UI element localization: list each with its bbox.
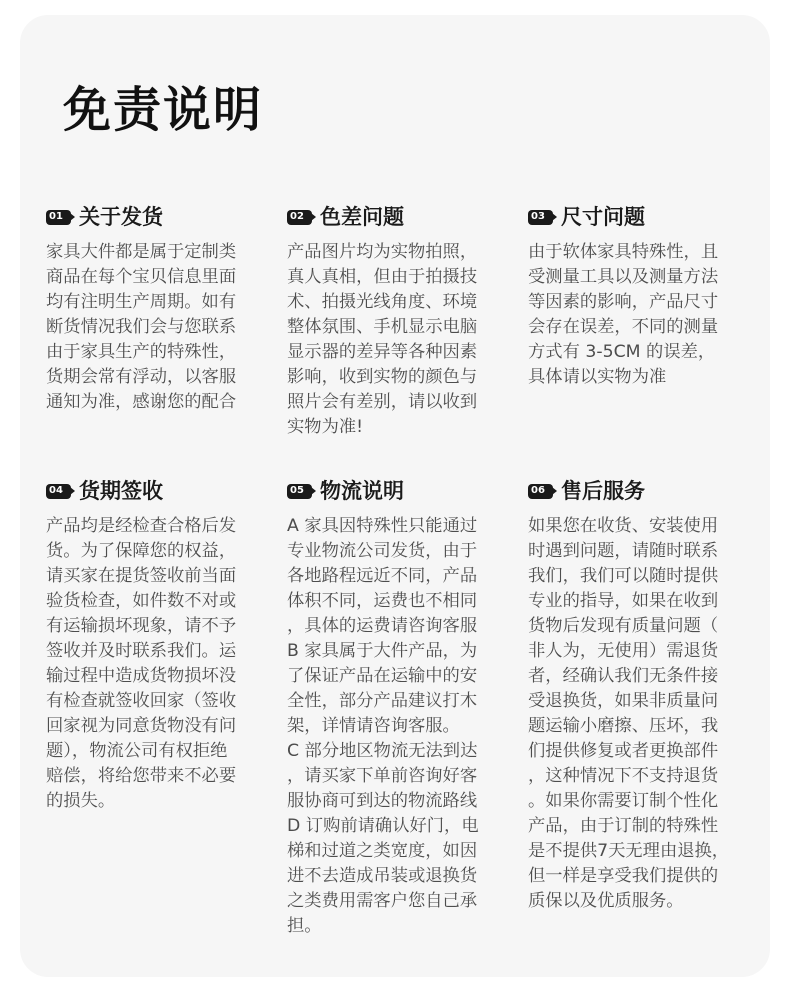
section-number: 02 (290, 211, 304, 222)
section-logistics (287, 476, 512, 939)
section-body: A 家具因特殊性只能通过 专业物流公司发货，由于 各地路程远近不同，产品 体积不同，运费也不相同 ，具体的运费请咨询客服 B 家具属于大件产品，为 了保证产品在运输中的安 全性，部分产品建议打木 架，详情请咨询客服。 C 部分地区物流无法到达 ，请买家下单前咨询好客 服协商可到达的物流路线 D 订购前请确认好门，电 梯和过道之类宽度，如因 进不去造成吊装或退换货 之类费用需客户您自己承 担。 (287, 516, 479, 936)
section-body: 家具大件都是属于定制类 商品在每个宝贝信息里面 均有注明生产周期。如有 断货情况我们会与您联系 由于家具生产的特殊性， 货期会常有浮动，以客服 通知为准，感谢您的配合 (46, 242, 237, 412)
section-body: 产品均是经检查合格后发 货。为了保障您的权益， 请买家在提货签收前当面 验货检查，如件数不对或 有运输损坏现象，请不予 签收并及时联系我们。运 输过程中造成货物损坏没 有检查就签收回家（签收 回家视为同意货物没有问 题），物流公司有权拒绝 赔偿，将给您带来不必要 的损失。 (46, 516, 237, 811)
section-header (528, 476, 753, 506)
section-body: 如果您在收货、安装使用 时遇到问题，请随时联系 我们，我们可以随时提供 专业的指导，如果在收到 货物后发现有质量问题（ 非人为，无使用）需退货 者，经确认我们无条件接 受退换货，如果非质量问 题运输小磨擦、压坏，我 们提供修复或者更换部件 ，这种情况下不支持退货 。如果你需要订制个性化 产品，由于订制的特殊性 是不提供7天无理由退换， 但一样是享受我们提供的 质保以及优质服务。 (528, 516, 730, 911)
section-shipping (46, 202, 271, 415)
section-delivery-receipt (46, 476, 271, 814)
number-badge-icon (528, 210, 553, 225)
section-number: 04 (49, 485, 63, 496)
section-title: 色差问题 (320, 205, 404, 229)
section-after-sales (528, 476, 753, 914)
section-title: 售后服务 (561, 479, 645, 503)
number-badge-icon (287, 210, 312, 225)
section-header (287, 476, 512, 506)
section-color-difference (287, 202, 512, 440)
number-badge-icon (46, 484, 71, 499)
section-body: 由于软体家具特殊性，且 受测量工具以及测量方法 等因素的影响，产品尺寸 会存在误差，不同的测量 方式有 3-5CM 的误差， 具体请以实物为准 (528, 242, 719, 387)
section-header (46, 202, 271, 232)
section-title: 物流说明 (320, 479, 404, 503)
number-badge-icon (287, 484, 312, 499)
number-badge-icon (528, 484, 553, 499)
section-number: 03 (531, 211, 545, 222)
section-number: 05 (290, 485, 304, 496)
section-title: 尺寸问题 (561, 205, 645, 229)
section-header (46, 476, 271, 506)
section-number: 06 (531, 485, 545, 496)
section-size (528, 202, 753, 390)
section-body: 产品图片均为实物拍照， 真人真相，但由于拍摄技 术、拍摄光线角度、环境 整体氛围、手机显示电脑 显示器的差异等各种因素 影响，收到实物的颜色与 照片会有差别，请以收到 实物为准! (287, 242, 478, 437)
section-number: 01 (49, 211, 63, 222)
section-header (528, 202, 753, 232)
number-badge-icon (46, 210, 71, 225)
section-title: 关于发货 (79, 205, 163, 229)
section-title: 货期签收 (79, 479, 163, 503)
section-header (287, 202, 512, 232)
page-title: 免责说明 (63, 82, 264, 138)
